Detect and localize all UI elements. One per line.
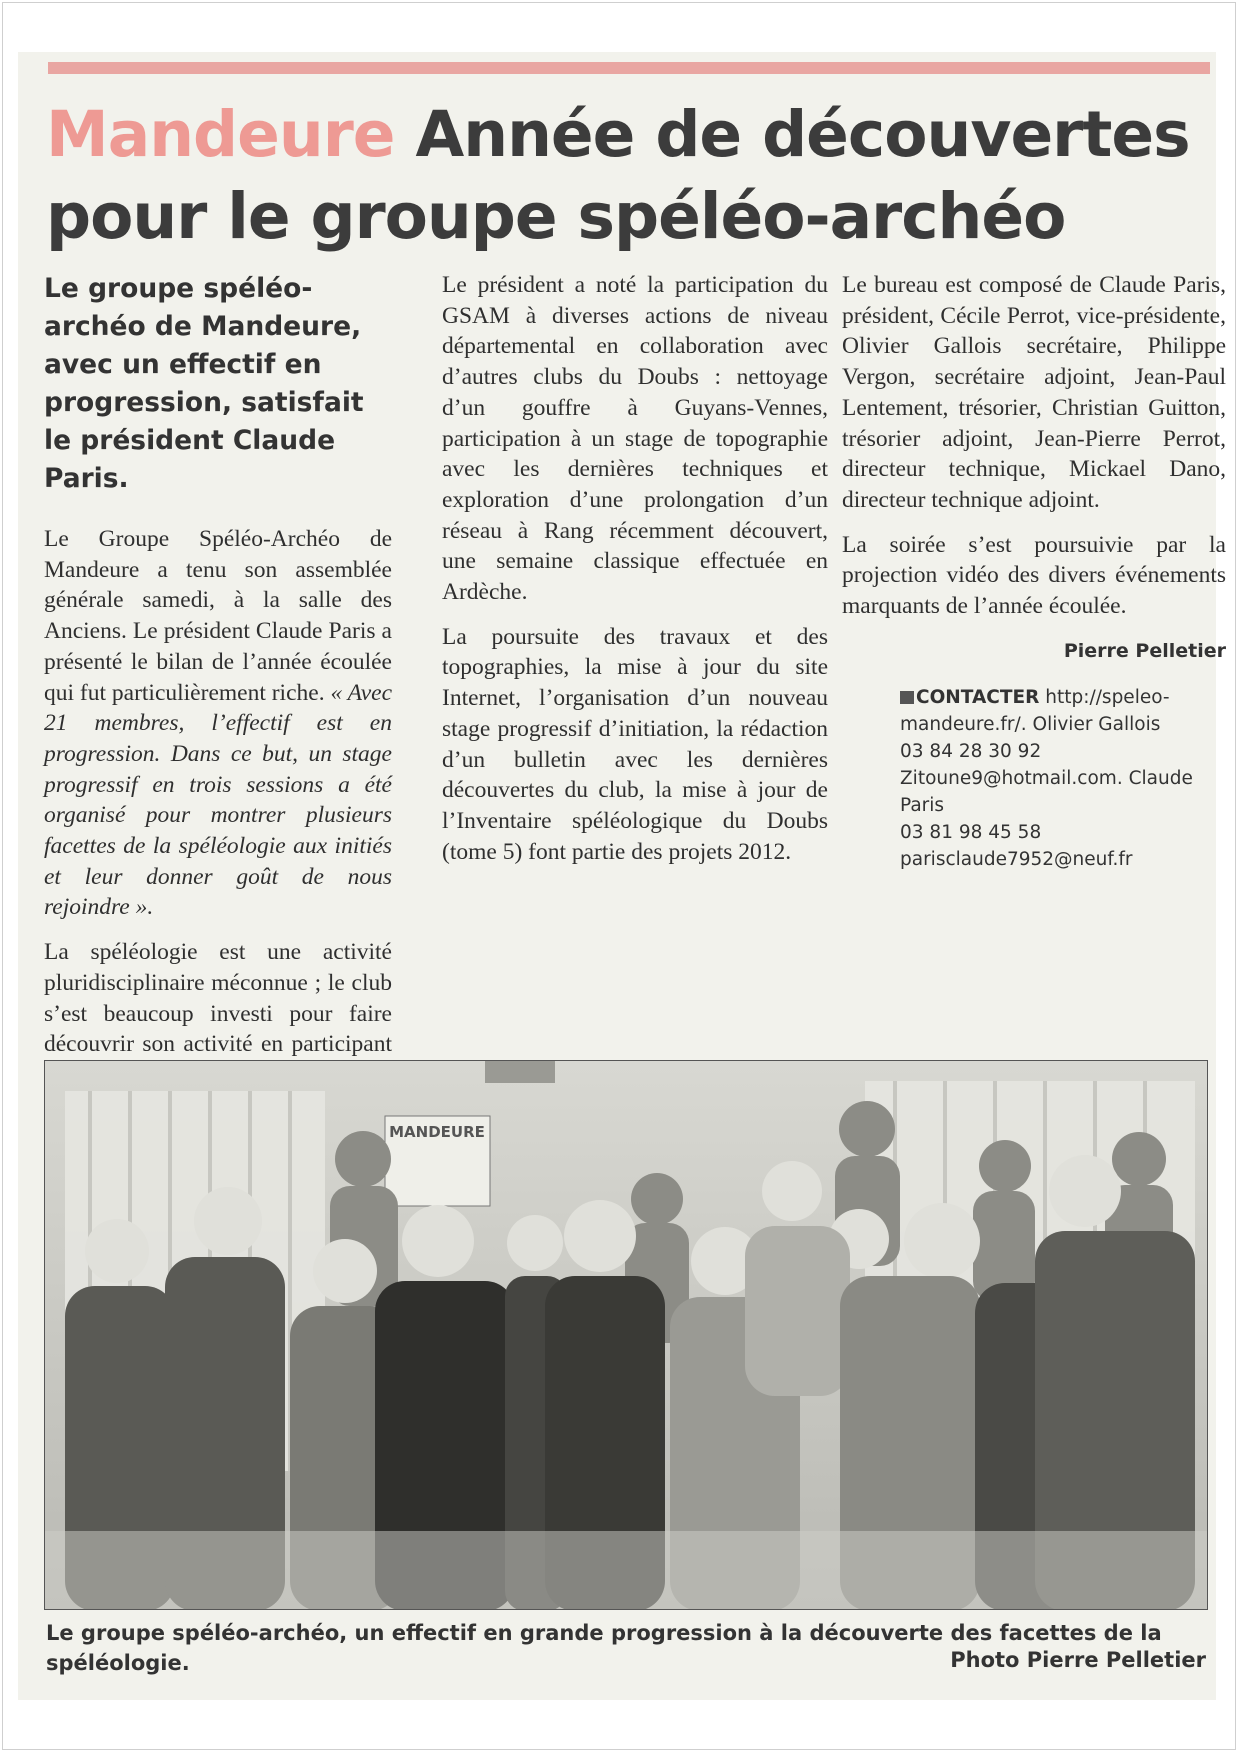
contact-line-2: 03 84 28 30 92 Zitoune9@hotmail.com. Claude Paris [900,741,1193,817]
contact-bullet-icon [900,691,914,704]
photo-caption: Le groupe spéléo-archéo, un effectif en grande progression à la découverte des facettes de la spéléologie. [46,1621,1162,1675]
group-photo [44,1060,1208,1610]
contact-label: CONTACTER [916,687,1040,709]
contact-phone: 03 81 98 45 58 [900,822,1042,844]
article-column-2 [442,270,828,881]
article-paragraph-3: Le président a noté la participation du GSAM à diverses actions de niveau départemental en collaboration avec d’autres clubs du Doubs : nettoyage d’un gouffre à Guyans-Vennes, participation à un stage de topographie avec les dernières techniques et exploration d’une prolongation d’un réseau à Rang récemment découvert, une semaine classique effectuée en Ardèche. [442,272,828,606]
contact-block [842,684,1226,873]
article-paragraph-4: La poursuite des travaux et des topographies, la mise à jour du site Internet, l’organisation d’un nouveau stage progressif d’initiation, la rédaction d’un bulletin avec les dernières découvertes du club, la mise à jour de l’Inventaire spéléologique du Doubs (tome 5) font partie des projets 2012. [442,623,828,865]
article-lead: Le groupe spéléo-archéo de Mandeure, avec un effectif en progression, satisfait le président Claude Paris. [44,273,364,494]
contact-website: http://speleo-mandeure.fr/. Olivier Gallois [900,687,1170,736]
article-column-3 [842,270,1226,873]
contact-email: parisclaude7952@neuf.fr [900,849,1133,871]
article-paragraph-1 [44,524,392,923]
headline-title: Année de découvertes pour le groupe spéléo-archéo [46,98,1190,253]
photo-credit: Photo Pierre Pelletier [950,1648,1206,1672]
author-byline: Pierre Pelletier [1063,639,1226,662]
paragraph-1-text: Le Groupe Spéléo-Archéo de Mandeure a tenu son assemblée générale samedi, à la salle des Anciens. Le président Claude Paris a présenté le bilan de l’année écoulée qui fut particulièrement riche. [44,526,392,706]
president-quote: « Avec 21 membres, l’effectif est en progression. Dans ce but, un stage progressif en trois sessions a été organisé pour montrer plusieurs facettes de la spéléologie aux initiés et leur donner goût de nous rejoindre ». [44,679,393,921]
banner-text: MANDEURE [389,1123,485,1141]
article-paragraph-2: La spéléologie est une activité pluridisciplinaire méconnue ; le club s’est beaucoup investi pour faire découvrir son activité en participant [44,939,392,1058]
newspaper-clipping [18,52,1226,1700]
group-photo-image [45,1061,1208,1610]
headline [46,94,1216,258]
article-paragraph-6: La soirée s’est poursuivie par la projection vidéo des divers événements marquants de l’année écoulée. [842,531,1226,620]
headline-kicker: Mandeure [46,98,395,171]
article-paragraph-5: Le bureau est composé de Claude Paris, président, Cécile Perrot, vice-présidente, Olivier Gallois secrétaire, Philippe Vergon, secrétaire adjoint, Jean-Paul Lentement, trésorier, Christian Guitton, trésorier adjoint, Jean-Pierre Perrot, directeur technique, Mickael Dano, directeur technique adjoint. [842,272,1226,513]
top-rule [48,62,1210,74]
